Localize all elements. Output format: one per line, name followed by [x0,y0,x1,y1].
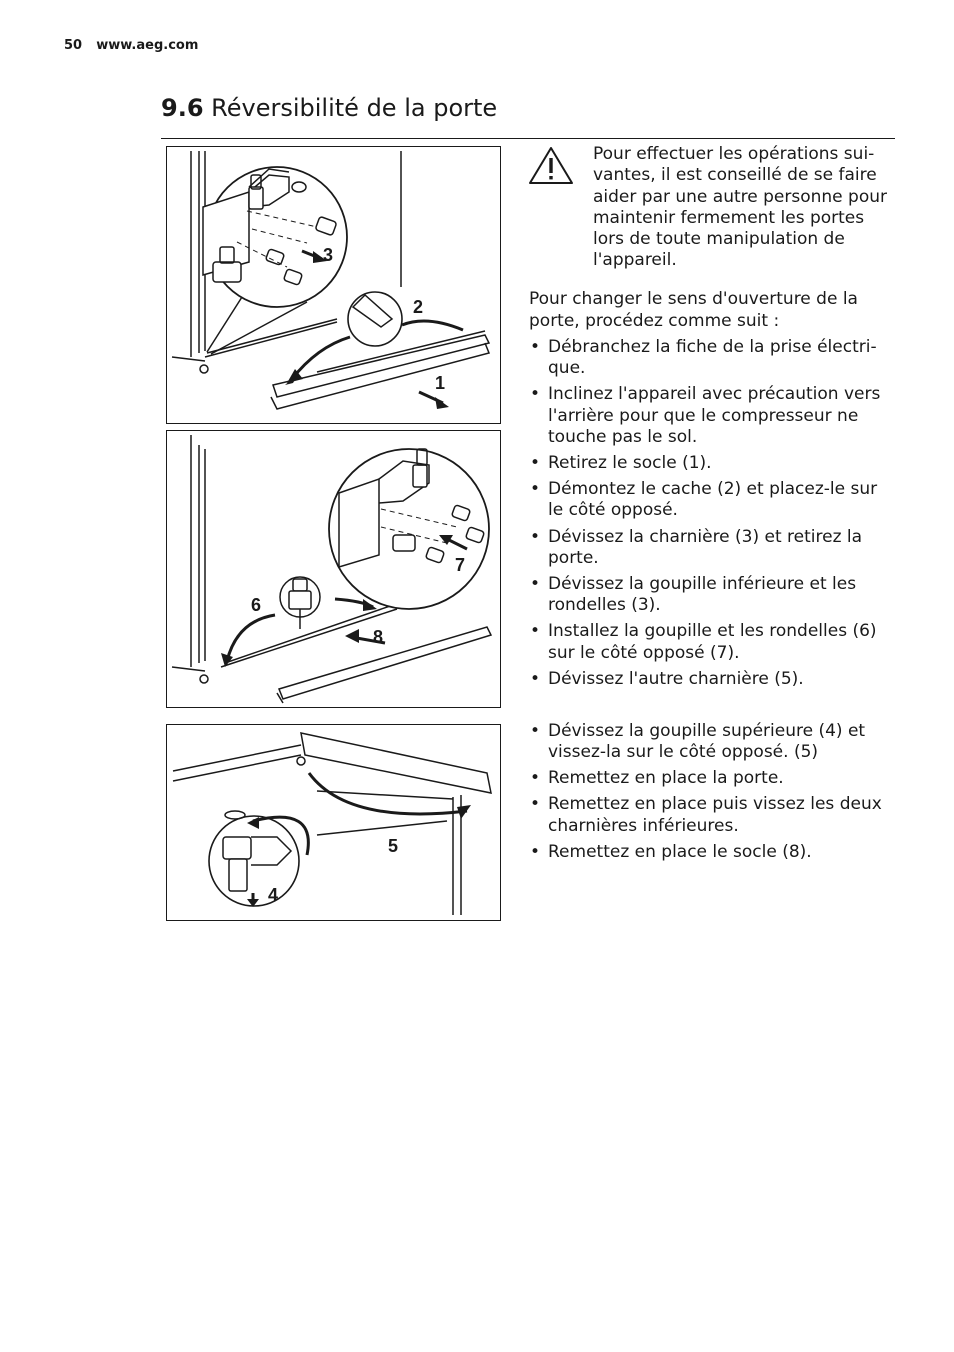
figure-top-pin [166,724,501,921]
figure-label-1: 1 [435,373,446,393]
list-item: • Dévissez la goupille supérieure (4) et vissez-la sur le côté opposé. (5) [529,721,889,764]
figure-label-6: 6 [251,595,262,615]
list-item: • Démontez le cache (2) et placez-le sur le côté opposé. [529,479,889,522]
figure-move-pin-and-washers [166,430,501,708]
list-item: • Retirez le socle (1). [529,453,889,474]
section-title [161,94,497,122]
list-item: • Remettez en place la porte. [529,768,889,789]
warning-triangle-icon [527,144,575,186]
figure-label-8: 8 [373,627,384,647]
page-number: 50 [64,38,83,53]
warning-text: Pour effectuer les opérations sui-vantes, il est conseillé de se faire aider par une autre personne pour maintenir fermement les portes lors de toute manipulation de l'appareil. [593,144,887,271]
figure-label-5: 5 [388,836,399,856]
website-url: www.aeg.com [96,38,199,53]
section-number: 9.6 [161,94,204,122]
steps-list-2 [529,721,889,868]
section-title-text: Réversibilité de la porte [211,94,498,122]
figure-remove-base-and-hinge [166,146,501,424]
list-item: • Dévissez la charnière (3) et retirez la porte. [529,527,889,570]
figure-label-4: 4 [268,885,279,905]
steps-list-1 [529,337,889,695]
list-item: • Débranchez la fiche de la prise électri-que. [529,337,889,380]
section-divider [161,138,895,139]
figure-label-7: 7 [455,555,466,575]
list-item: • Dévissez l'autre charnière (5). [529,669,889,690]
figure-label-3: 3 [323,245,334,265]
list-item: • Remettez en place le socle (8). [529,842,889,863]
page-header [64,38,198,53]
list-item: • Inclinez l'appareil avec précaution vers l'arrière pour que le compresseur ne touche pas le sol. [529,384,889,448]
list-item: • Installez la goupille et les rondelles (6) sur le côté opposé (7). [529,621,889,664]
list-item: • Dévissez la goupille inférieure et les rondelles (3). [529,574,889,617]
figure-label-2: 2 [413,297,424,317]
intro-paragraph: Pour changer le sens d'ouverture de la porte, procédez comme suit : [529,289,858,331]
list-item: • Remettez en place puis vissez les deux charnières inférieures. [529,794,889,837]
